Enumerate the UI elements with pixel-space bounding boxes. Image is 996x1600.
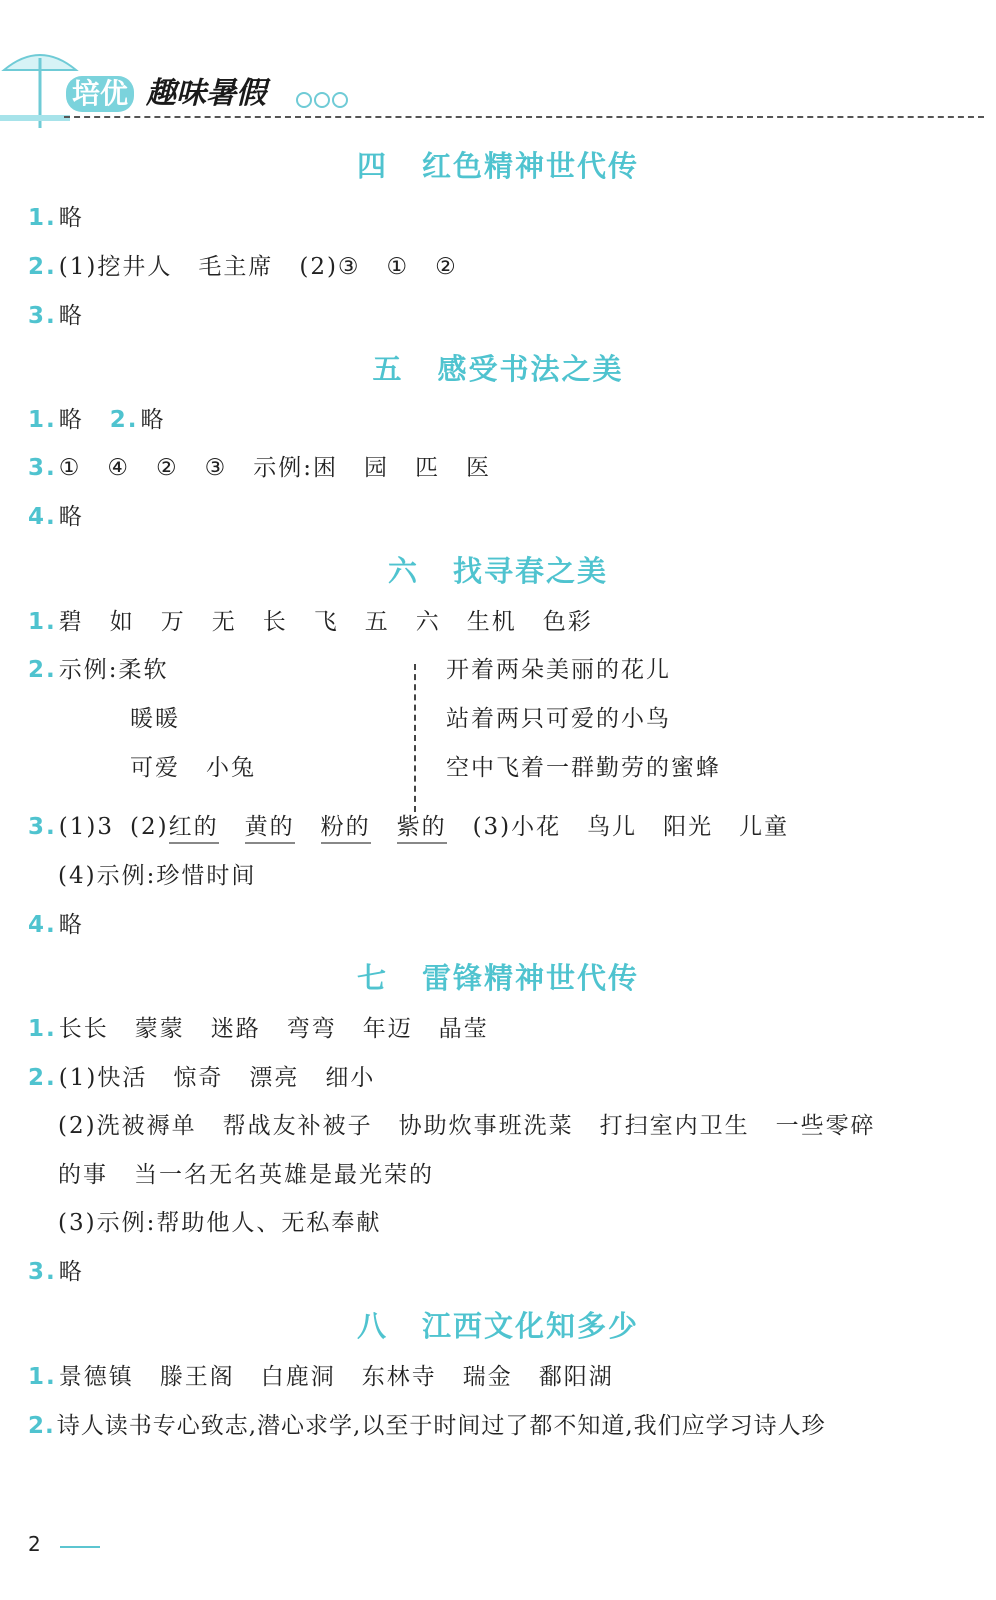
section-title-7: 七 雷锋精神世代传 bbox=[356, 961, 640, 995]
header-divider bbox=[64, 116, 984, 118]
section-title-5: 五 感受书法之美 bbox=[372, 352, 624, 386]
s6-q3-part4: (4)示例:珍惜时间 bbox=[58, 863, 257, 889]
s6-q3: 3.(1)3 (2)红的 黄的 粉的 紫的 (3)小花 鸟儿 阳光 儿童 bbox=[28, 811, 789, 843]
s7-q2-part2-cont: 的事 当一名无名英雄是最光荣的 bbox=[58, 1162, 434, 1188]
s6-q4: 4.略 bbox=[28, 912, 84, 938]
brand-title: 趣味暑假 bbox=[146, 76, 266, 111]
s7-q2-part3: (3)示例:帮助他人、无私奉献 bbox=[58, 1210, 382, 1236]
decorative-dots bbox=[296, 92, 350, 112]
s6-q2-left-3: 可爱 小兔 bbox=[130, 755, 256, 781]
s6-q2-left-2: 暖暖 bbox=[130, 706, 180, 732]
s8-q1: 1.景德镇 滕王阁 白鹿洞 东林寺 瑞金 鄱阳湖 bbox=[28, 1364, 614, 1390]
s6-q1: 1.碧 如 万 无 长 飞 五 六 生机 色彩 bbox=[28, 609, 593, 635]
s6-q2-right-2: 站着两只可爱的小鸟 bbox=[446, 706, 671, 732]
s6-q2-right-3: 空中飞着一群勤劳的蜜蜂 bbox=[446, 755, 721, 781]
s4-q2: 2.(1)挖井人 毛主席 (2)③ ① ② bbox=[28, 254, 458, 280]
s6-q2-right-1: 开着两朵美丽的花儿 bbox=[446, 657, 671, 683]
brand-badge: 培优 bbox=[66, 76, 134, 112]
s5-q1-q2: 1.略 2.略 bbox=[28, 407, 166, 433]
footer-accent bbox=[60, 1546, 100, 1548]
s7-q1: 1.长长 蒙蒙 迷路 弯弯 年迈 晶莹 bbox=[28, 1016, 489, 1042]
page-header bbox=[0, 0, 996, 140]
section-title-8: 八 江西文化知多少 bbox=[356, 1309, 640, 1343]
beach-umbrella-icon bbox=[0, 0, 80, 130]
s4-q1: 1.略 bbox=[28, 205, 84, 231]
section-title-6: 六 找寻春之美 bbox=[387, 554, 609, 588]
s7-q3: 3.略 bbox=[28, 1259, 84, 1285]
s6-q2-divider bbox=[414, 664, 416, 812]
section-title-4: 四 红色精神世代传 bbox=[356, 149, 640, 183]
s6-q2-left-1: 2.示例:柔软 bbox=[28, 657, 169, 683]
s7-q2-part2: (2)洗被褥单 帮战友补被子 协助炊事班洗菜 打扫室内卫生 一些零碎 bbox=[58, 1113, 876, 1139]
s8-q2: 2.诗人读书专心致志,潜心求学,以至于时间过了都不知道,我们应学习诗人珍 bbox=[28, 1413, 826, 1439]
page-number: 2 bbox=[28, 1532, 41, 1556]
s5-q4: 4.略 bbox=[28, 504, 84, 530]
s7-q2-part1: 2.(1)快活 惊奇 漂亮 细小 bbox=[28, 1065, 376, 1091]
s5-q3: 3.① ④ ② ③ 示例:困 园 匹 医 bbox=[28, 455, 491, 481]
s4-q3: 3.略 bbox=[28, 303, 84, 329]
